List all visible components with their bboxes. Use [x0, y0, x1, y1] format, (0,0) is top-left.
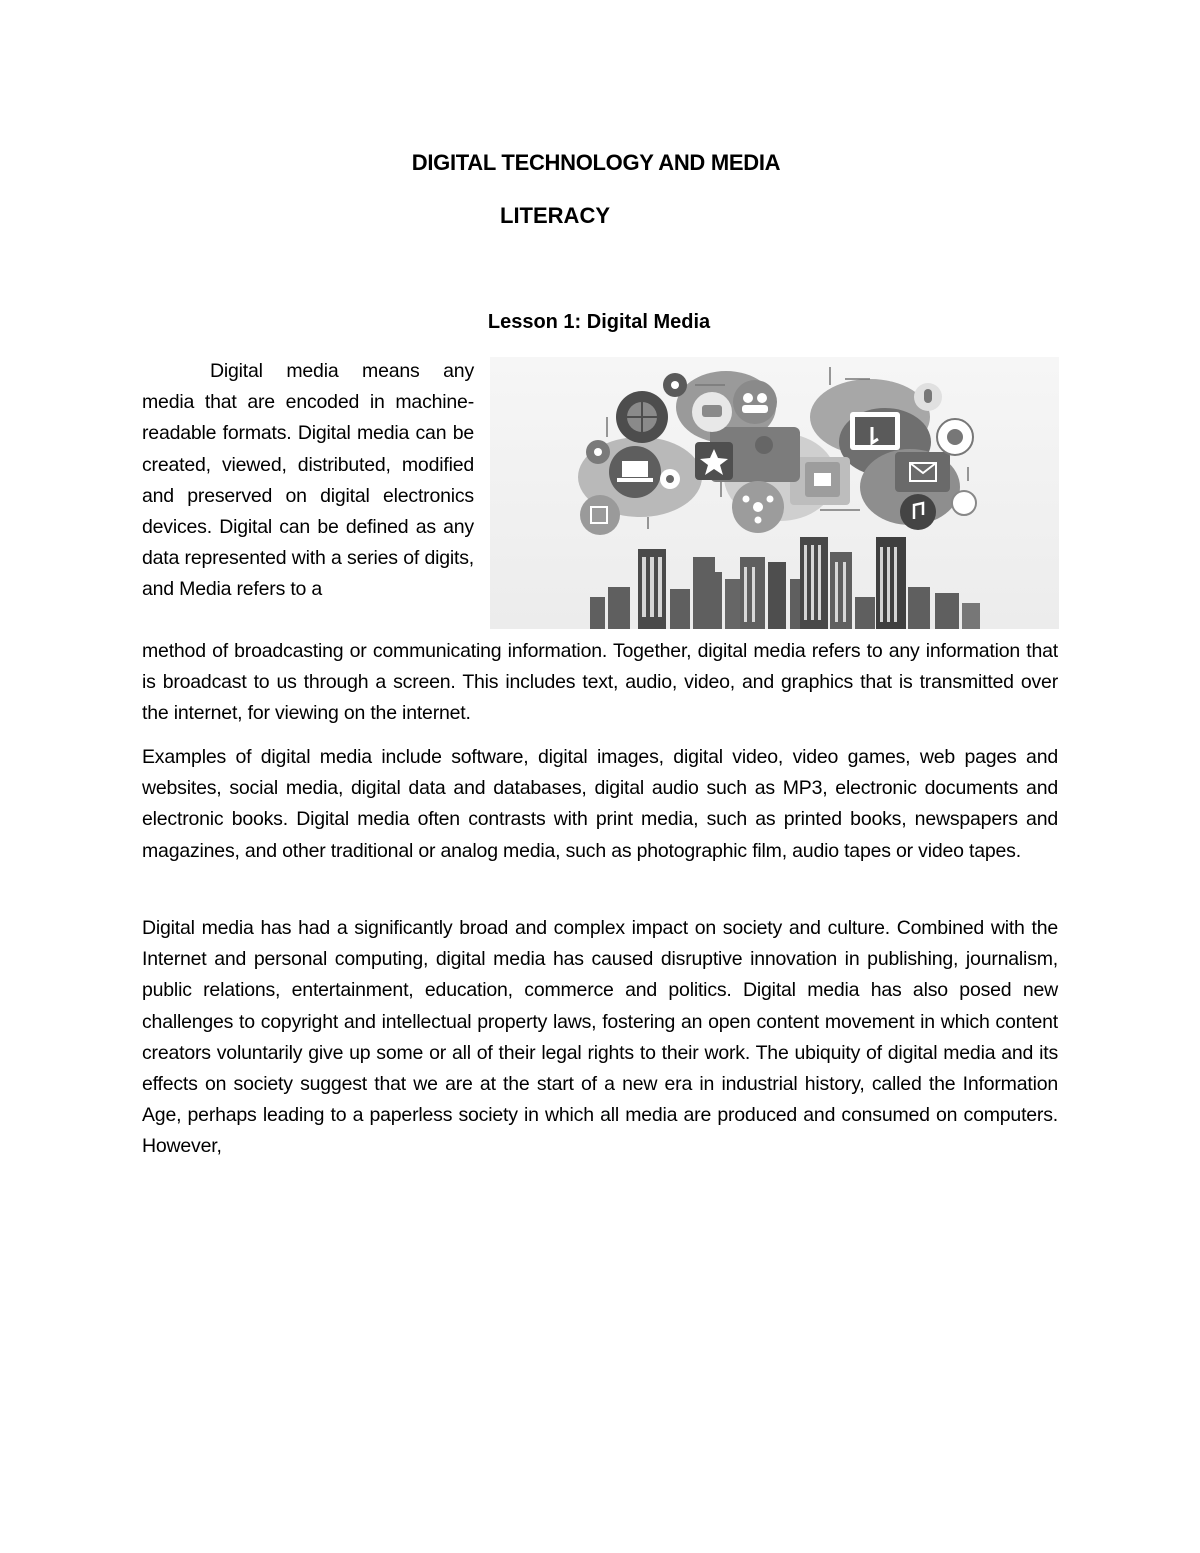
phone-icon — [937, 419, 973, 455]
intro-continuation-text: method of broadcasting or communicating information. Together, digital media refers to any information that is broadcast to us through a screen. This includes text, audio, video, and graphics that is transmitted over the internet, for viewing on the internet. — [142, 640, 1058, 725]
intro-continuation — [142, 636, 1058, 730]
share-icon — [732, 481, 784, 533]
touch-screen-icon — [850, 412, 900, 450]
chat-icon — [692, 392, 732, 432]
star-icon — [695, 442, 733, 480]
microphone-icon — [914, 383, 942, 411]
city-buildings — [590, 537, 980, 629]
mail-icon — [895, 452, 950, 492]
intro-text: Digital media means any media that are encoded in machine-readable formats. Digital media can be created, viewed, distributed, modified and preserved on digital electronics devices. Digital can be defined as any data represented with a series of digits, and Media refers to a — [142, 360, 474, 601]
edit-icon — [580, 495, 620, 535]
paragraph-impact: Digital media has had a significantly broad and complex impact on society and culture. Combined with the Internet and personal computing, digital media has caused disruptive innovation in publishing, journalism, public relations, entertainment, education, commerce and politics. Digital media has also posed new challenges to copyright and intellectual property laws, fostering an open content movement in which content creators voluntarily give up some or all of their legal rights to their work. The ubiquity of digital media and its effects on society suggest that we are at the start of a new era in industrial history, called the Information Age, perhaps leading to a paperless society in which all media are produced and consumed on computers. However, — [142, 917, 1058, 1158]
digital-media-illustration — [490, 357, 1059, 629]
music-icon — [900, 494, 936, 530]
globe-icon — [616, 391, 668, 443]
illustration-svg — [490, 357, 1059, 629]
lesson-heading: Lesson 1: Digital Media — [487, 311, 711, 333]
laptop-icon — [609, 446, 661, 498]
intro-paragraph — [142, 356, 474, 606]
document-title-line2: LITERACY — [500, 203, 610, 228]
paragraph-examples: Examples of digital media include software, digital images, digital video, video games, web pages and websites, social media, digital data and databases, digital audio such as MP3, electronic documents and electronic books. Digital media often contrasts with print media, such as printed books, newspapers and magazines, and other traditional or analog media, such as photographic film, audio tapes or video tapes. — [142, 746, 1058, 862]
users-icon — [733, 380, 777, 424]
document-title-line1: DIGITAL TECHNOLOGY AND MEDIA — [411, 150, 781, 175]
cart-icon — [805, 462, 840, 497]
